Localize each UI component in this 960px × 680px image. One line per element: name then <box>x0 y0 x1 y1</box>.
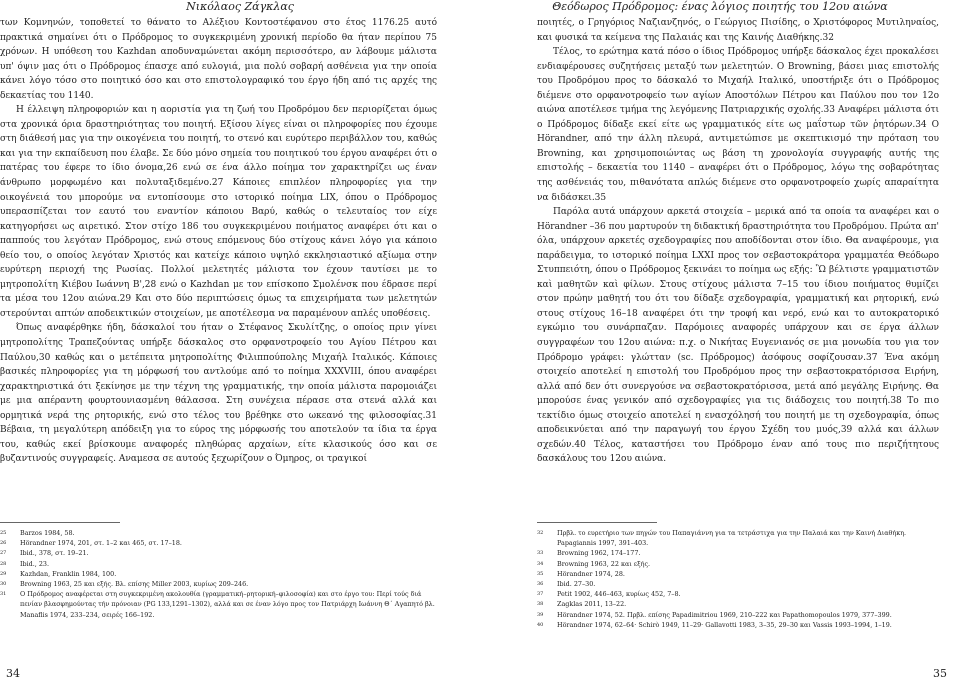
footnote-number: 35 <box>537 570 544 577</box>
footnote-text: Hörandner 1974, 52. Πρβλ. επίσης Papadimitriou 1969, 210–222 και Papathomopoulos 1979, 377–399. <box>557 610 892 619</box>
footnote-number: 29 <box>0 570 7 577</box>
footnote-text: Ibid. 27–30. <box>557 580 596 589</box>
footnote-text: Browning 1963, 25 και εξής. Βλ. επίσης Miller 2003, κυρίως 209–246. <box>20 580 249 589</box>
footnote <box>537 610 939 620</box>
paragraph: Η έλλειψη πληροφοριών και η αοριστία για τη ζωή του Προδρόμου δεν περιορίζεται όμως στα χρονικά όρια δραστηριότητας του ποιητή. Εξίσου λίγες είναι οι πληροφορίες που έχουμε στη διάθεσή μας για την οικογένεια του ποιητή, το στενό και ευρύτερο περιβάλλον του, καθώς και για την εκπαίδευση που έλαβε. Σε δύο μόνο σημεία του ποιητικού του έργου αναφέρει ότι ο πατέρας του έφερε το ίδιο όνομα,26 ενώ σε ένα άλλο ποίημα τον χαρακτηρίζει ως έναν άνθρωπο μορφωμένο και πολυταξιδεμένο.27 Κάποιες επιπλέον πληροφορίες για την οικογένειά του μπορούμε να εντοπίσουμε στο ιστορικό ποίημα LIX, όπου ο Πρόδρομος υπερασπίζεται τον εαυτό του εναντίον κάποιου Βαρύ, καθώς ο τελευταίος τον είχε κατηγορήσει ως αιρετικό. Στον στίχο 186 του συγκεκριμένου ποιήματος αναφέρει ότι και ο παππούς του λεγόταν Πρόδρομος, ενώ στους επόμενους δύο στίχους κάνει λόγο για κάποιο θείο του, ο οποίος λεγόταν Χριστός και κατείχε κάποιο υψηλό εκκλησιαστικό αξίωμα στην ευρύτερη περιοχή της Ρωσίας. Πολλοί μελετητές μάλιστα τον έχουν ταυτίσει με το μητροπολίτη Κιέβου Ιωάννη Β',28 ενώ ο Kazhdan με τον επίσκοπο Σμολένσκ που έδρασε περί τα μέσα του 12ου αιώνα.29 Και στο δύο περιπτώσεις όμως τα επιχειρήματα των μελετητών στερούνται απτών αποδεικτικών στοιχείων, με αποτέλεσμα να παραμένουν απλές υποθέσεις. <box>0 105 437 319</box>
footnote-divider <box>0 522 120 523</box>
footnote-text: Petit 1902, 446–463, κυρίως 452, 7–8. <box>557 590 681 599</box>
footnote-number: 32 <box>537 530 544 536</box>
footnote-text: Ibid., 378, στ. 19–21. <box>20 549 89 558</box>
footnote-text: Zagklas 2011, 13–22. <box>557 600 627 609</box>
footnote <box>537 620 939 630</box>
footnote <box>0 559 437 569</box>
right-page <box>480 0 960 680</box>
running-head-author: Νικόλαος Ζάγκλας <box>186 0 294 13</box>
footnote <box>537 528 939 548</box>
left-footnotes <box>0 528 437 620</box>
paragraph: ποιητές, ο Γρηγόριος Ναζιανζηνός, ο Γεώργιος Πισίδης, ο Χριστόφορος Μυτιληναίος, και φυσικά τα κείμενα της Παλαιάς και της Καινής Διαθήκης.32 <box>537 18 939 43</box>
footnote <box>0 548 437 558</box>
footnote-number: 37 <box>537 591 544 598</box>
footnote <box>537 579 939 589</box>
footnote <box>0 528 437 538</box>
footnote-text: Ibid., 23. <box>20 559 50 568</box>
footnote-number: 38 <box>537 601 544 608</box>
footnote <box>537 569 939 579</box>
footnote-text: Browning 1963, 22 και εξής. <box>557 559 651 568</box>
footnote-number: 39 <box>537 611 544 618</box>
footnote <box>537 559 939 569</box>
footnote-number: 36 <box>537 581 544 588</box>
footnote-number: 33 <box>537 550 544 557</box>
right-body-text <box>537 16 939 467</box>
footnote-number: 25 <box>0 530 7 536</box>
page-number: 35 <box>933 667 947 680</box>
footnote-number: 30 <box>0 581 7 588</box>
footnote-number: 31 <box>0 591 7 598</box>
footnote-text: Kazhdan, Franklin 1984, 100. <box>20 569 117 578</box>
footnote-text: Hörandner 1974, 28. <box>557 569 625 578</box>
footnote-text: Πρβλ. το ευρετήριο των πηγών του Παπαγιάννη για τα τετράστιχα για την Παλαιά και την Καινή Διαθήκη. Papagiannis 1997, 391–403. <box>557 529 907 548</box>
footnote-text: Hörandner 1974, 62–64· Schirò 1949, 11–29· Gallavotti 1983, 3–35, 29–30 και Vassis 1993–1994, 1–19. <box>557 620 892 629</box>
right-footnotes <box>537 528 939 630</box>
footnote-number: 40 <box>537 621 544 628</box>
footnote-number: 27 <box>0 550 7 557</box>
paragraph: των Κομνηνών, τοποθετεί το θάνατο το Αλέξιου Κοντοστέφανου στο έτος 1176.25 αυτό πρακτικά σημαίνει ότι ο Πρόδρομος το συγκεκριμένη χρονική περίοδο θα ήταν περίπου 75 χρόνων. Η υπόθεση του Kazhdan αποδυναμώνεται ακόμη περισσότερο, αν λάβουμε μάλιστα υπ' όψιν μας ότι ο Πρόδρομος έπασχε από ευλογιά, μια πολύ σοβαρή ασθένεια για την οποία κάνει λόγο τόσο στο ποιητικό όσο και στο επιστολογραφικό του έργο ήδη από τις αρχές της δεκαετίας του 1140. <box>0 18 437 101</box>
footnote <box>537 599 939 609</box>
footnote <box>0 569 437 579</box>
footnote-number: 34 <box>537 560 544 567</box>
footnote-divider <box>537 522 657 523</box>
paragraph: Παρόλα αυτά υπάρχουν αρκετά στοιχεία – μερικά από τα οποία τα αναφέρει και ο Hörandner –36 που μαρτυρούν τη διδακτική δραστηριότητα του Προδρόμου. Πρώτα απ' όλα, υπάρχουν αρκετές σχεδογραφίες που αποδίδονται στον ίδιο. Θα αναφέρουμε, για παράδειγμα, το ιστορικό ποίημα LXXI προς τον σεβαστοκράτορα γραμματέα Θεόδωρο Στυππειότη, όπου ο Πρόδρομος ξεκινάει το ποίημα ως εξής: Ὢ βέλτιστε γραμματιστῶν καὶ μαθητῶν καὶ φίλων. Στους στίχους μάλιστα 7–15 του ίδιου ποιήματος θυμίζει στον πρώην μαθητή του ότι του δίδαξε σχεδογραφία, γραμματική και ρητορική, ενώ στους στίχους 16–18 αναφέρει ότι την τροφή και νερό, ενώ και το αυτοκρατορικό εγκώμιο του συνάρπαζαν. Παρόμοιες αναφορές υπάρχουν και σε έργα άλλων συγγραφέων του 12ου αιώνα: π.χ. ο Νικήτας Ευγενιανός σε μια μονωδία του για τον Πρόδρομο γράφει: γλώτταν (sc. Πρόδρομος) ἀσόφους σοφίζουσαν.37 Ένα ακόμη στοιχείο αποτελεί η επιστολή του Προδρόμου προς την σεβαστοκρατόρισσα Ειρήνη, αλλά από δεν ότι συνεργούσε να σεβαστοκρατόρισσα, μετά από μεγάλης Ειρήνης. Θα μπορούσε ένας γενικόν από σχεδογραφίες για τις διάδοχεις του ποιητή.38 Το πιο τεκτίδιο όμως στοιχείο αποτελεί η ενασχόλησή του ποιητή με τη σχεδογραφία, όπως αποδεικνύεται από την παραγωγή του έργου Σχέδη του μυός,39 αλλά και άλλων σχεδών.40 Τέλος, καταστήσει του Πρόδρομο έναν από τους πιο περιζήτητους δασκάλους του 12ου αιώνα. <box>537 207 939 465</box>
footnote <box>0 538 437 548</box>
footnote <box>0 589 437 620</box>
paragraph: Όπως αναφέρθηκε ήδη, δάσκαλοί του ήταν ο Στέφανος Σκυλίτζης, ο οποίος πριν γίνει μητροπολίτης Τραπεζούντας υπήρξε δάσκαλος στο ορφανοτροφείο του Αγίου Πέτρου και Παύλου,30 καθώς και ο μετέπειτα μητροπολίτης Φιλιππούπολης Μιχαήλ Ιταλικός. Κάποιες βασικές πληροφορίες για τη μόρφωσή του αντλούμε από το ποίημα XXXVIII, όπου αναφέρει χαρακτηριστικά ότι ξεκίνησε με την τέχνη της γραμματικής, την οποία μάλιστα παρομοιάζει με μια απέραντη φουρτουνιασμένη θάλασσα. Στη συνέχεια πέρασε στα στενά αλλά και ορμητικά νερά της ρητορικής, ενώ στο τέλος του βρέθηκε στο ωκεανό της φιλοσοφίας.31 Βέβαια, τη μεγαλύτερη απόδειξη για το εύρος της μόρφωσής του αποτελούν τα ίδια τα έργα του, καθώς εκεί βρίσκουμε αναφορές πληθώρας αρχαίων, είτε κλασικούς όσο και σε βυζαντινούς συγγραφείς. Αναμεσα σε αυτούς ξεχωρίζουν ο Όμηρος, οι τραγικοί <box>0 323 437 465</box>
footnote <box>537 548 939 558</box>
footnote-text: Hörandner 1974, 201, στ. 1–2 και 465, στ. 17–18. <box>20 539 182 548</box>
running-head-title: Θεόδωρος Πρόδρομος: ένας λόγιος ποιητής του 12ου αιώνα <box>552 0 888 13</box>
footnote-text: Browning 1962, 174–177. <box>557 549 641 558</box>
paragraph: Τέλος, το ερώτημα κατά πόσο ο ίδιος Πρόδρομος υπήρξε δάσκαλος έχει προκαλέσει ενδιαφέρουσες συζητήσεις μεταξύ των μελετητών. Ο Browning, βάσει μιας επιστολής του Προδρόμου προς το δάσκαλό το Μιχαήλ Ιταλικό, υποστήριξε ότι ο Πρόδρομος διέμενε στο ορφανοτροφείο των αγίων Αποστόλων Πέτρου και Παύλου που τον 12ο αιώνα αποτέλεσε τμήμα της λεγόμενης Πατριαρχικής σχολής.33 Αναφέρει μάλιστα ότι ο Πρόδρομος δίδαξε εκεί είτε ως γραμματικός είτε ως μαΐστωρ τῶν ῥητόρων.34 Ο Hörandner, από την άλλη πλευρά, αντιμετώπισε με σκεπτικισμό την πρόταση του Browning, και χρησιμοποιώντας ως βάση τη χρονολογία συγγραφής αυτής της επιστολής – δεκαετία του 1140 – αναφέρει ότι ο Πρόδρομος, λόγω της σοβαρότητας της ασθένειάς του, πιθανότατα απλώς διέμενε στο ορφανοτροφείο χωρίς απαραίτητα να διδάσκει.35 <box>537 47 939 203</box>
footnote-number: 26 <box>0 540 7 547</box>
footnote <box>537 589 939 599</box>
footnote-text: Ο Πρόδρομος αναφέρεται στη συγκεκριμένη ακολουθία (γραμματική–ρητορική–φιλοσοφία) και στο έργο του: Περί τούς διά πενίαν βλασφημούντας τήν πρόνοιαν (PG 133,1291–1302), αλλά και σε έναν λόγο προς τον Πατριάρχη Ιωάννη Θ΄ Αγαπητό βλ. Manaflis 1974, 233–234, σειρές 166–192. <box>20 590 435 619</box>
footnote <box>0 579 437 589</box>
footnote-number: 28 <box>0 560 7 567</box>
footnote-text: Barzos 1984, 58. <box>20 529 75 537</box>
page-number: 34 <box>6 667 20 680</box>
left-body-text <box>0 16 437 467</box>
